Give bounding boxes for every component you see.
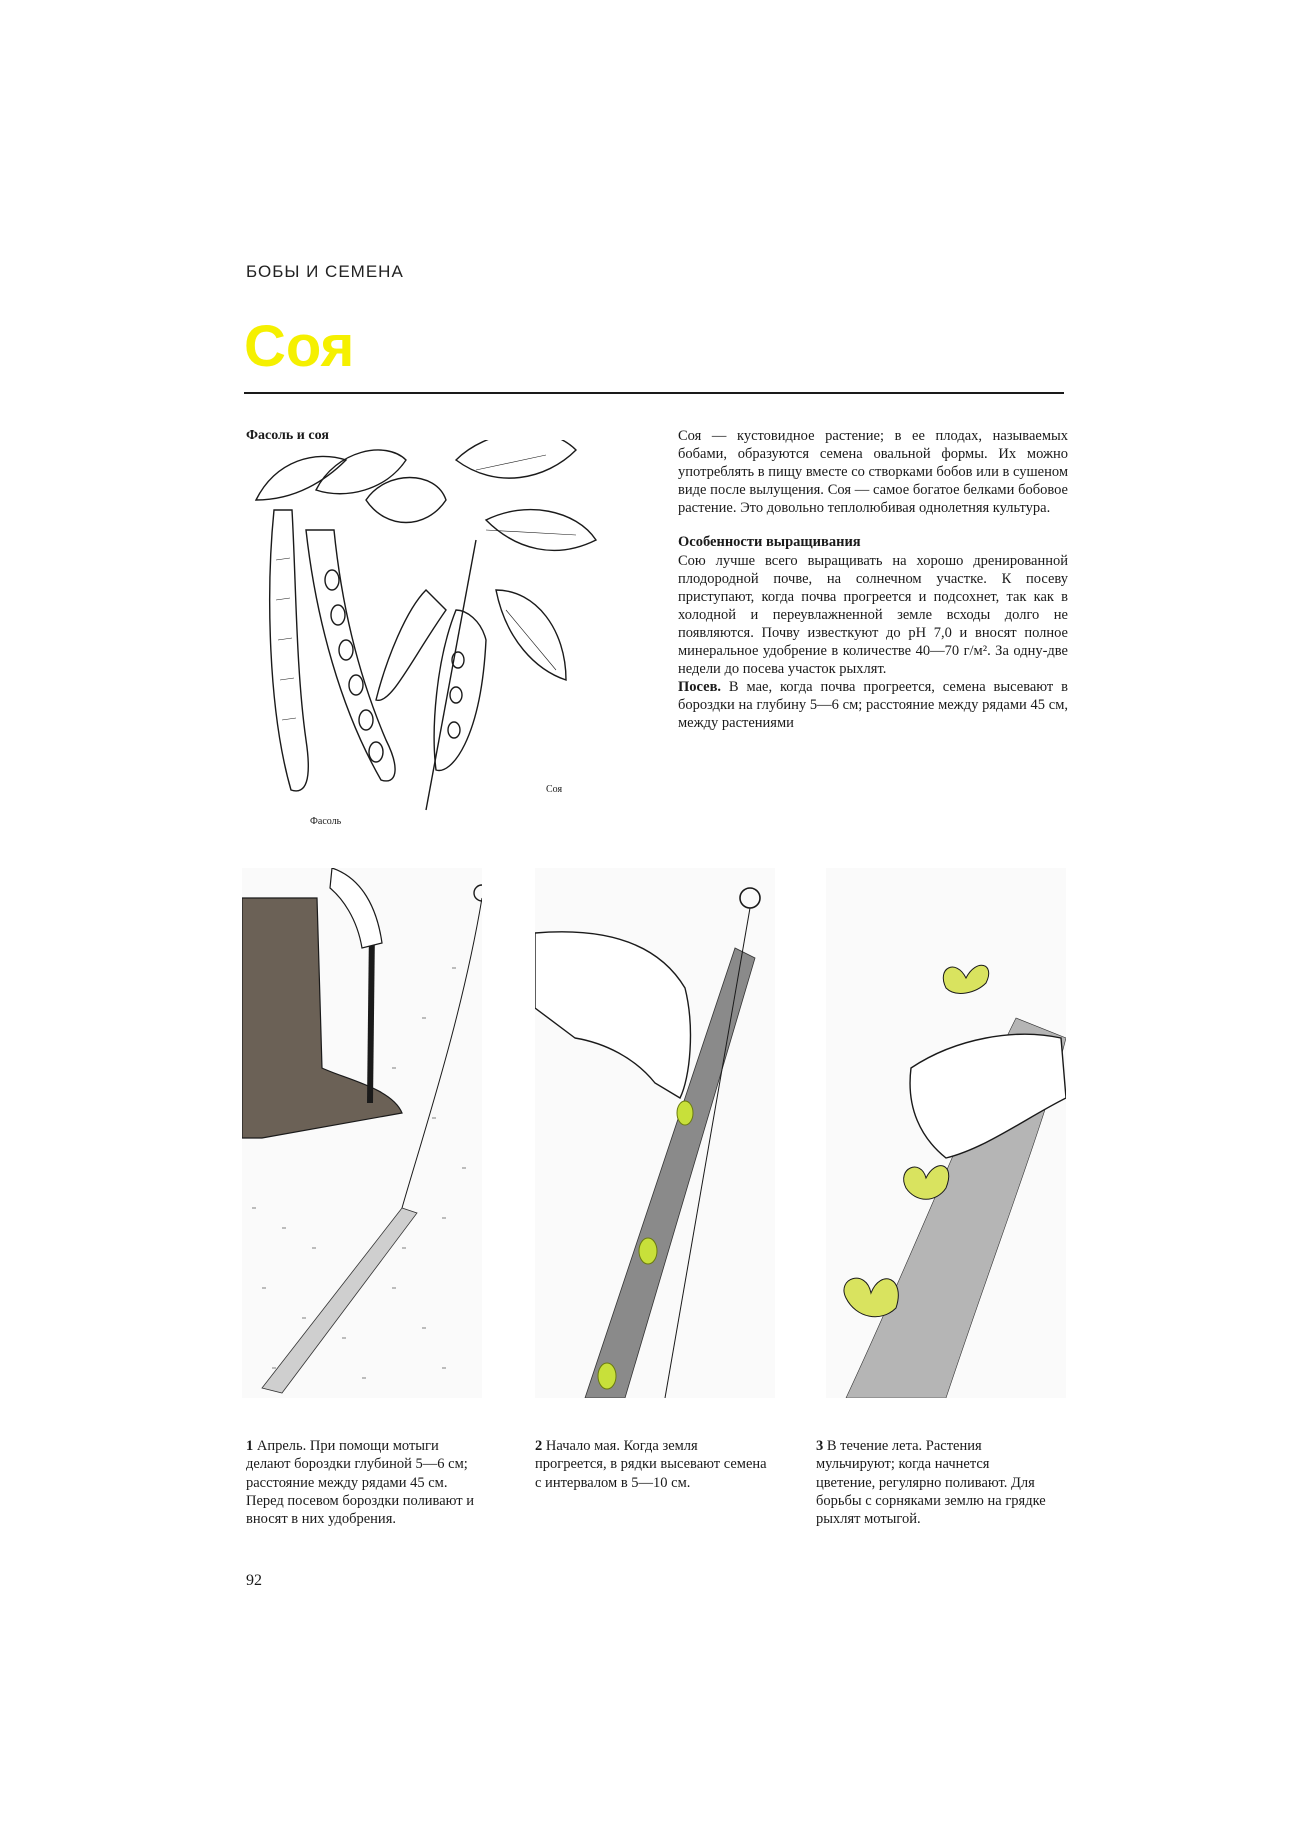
soy-leaf: [456, 440, 576, 478]
growing-heading: Особенности выращивания: [678, 534, 861, 551]
page-number: 92: [246, 1572, 262, 1589]
sowing-paragraph: [678, 678, 1068, 732]
bean-pod-open: [306, 530, 395, 781]
step-3-text: В течение лета. Растения мульчируют; когда начнется цветение, регулярно поливают. Для борьбы с сорняками землю на грядке рыхлят мотыгой.: [816, 1438, 1046, 1528]
growing-paragraph: Сою лучше всего выращивать на хорошо дренированной плодородной почве, на солнечном участке. К посеву приступают, когда почва прогреется и подсохнет, так как в холодной и переувлажненной земле всходы долго не появляются. Почву известкуют до pH 7,0 и вносят полное минеральное удобрение в количестве 40—70 г/м². За одну-две недели до посева участок рыхлят.: [678, 552, 1068, 678]
step-3-number: 3: [816, 1438, 824, 1454]
step-2-text: Начало мая. Когда земля прогреется, в рядки высевают семена с интервалом в 5—10 см.: [535, 1438, 767, 1491]
step-2-illustration: [535, 868, 775, 1398]
sowing-text: В мае, когда почва прогреется, семена высевают в бороздки на глубину 5—6 см; расстояние между рядами 45 см, между растениями: [678, 679, 1068, 732]
soy-seeds: [448, 652, 464, 738]
step-2-caption: [535, 1437, 767, 1492]
sowing-label: Посев.: [678, 679, 722, 696]
step-1-number: 1: [246, 1438, 254, 1454]
bean-label: Фасоль: [310, 816, 342, 826]
soy-pod: [376, 590, 446, 700]
figure-caption: Фасоль и соя: [246, 428, 329, 443]
body-text: [678, 427, 1068, 733]
bean-soy-illustration: [246, 440, 626, 826]
intro-paragraph: Соя — кустовидное растение; в ее плодах, называемых бобами, образуются семена овальной формы. Их можно употреблять в пищу вместе со створками бобов или в сушеном виде после вылущения. Соя — самое богатое белками бобовое растение. Это довольно теплолюбивая однолетняя культура.: [678, 428, 1068, 517]
seed: [677, 1101, 693, 1125]
soy-label: Соя: [546, 784, 563, 795]
page-title: Соя: [244, 314, 355, 379]
seed: [639, 1238, 657, 1264]
bean-pod: [270, 510, 309, 791]
step-1-caption: [246, 1437, 478, 1528]
step-1-illustration: [242, 868, 482, 1398]
step-2-number: 2: [535, 1438, 543, 1454]
step-1-text: Апрель. При помощи мотыги делают бороздки глубиной 5—6 см; расстояние между рядами 45 см. Перед посевом бороздки поливают и вносят в них удобрения.: [246, 1438, 475, 1528]
section-label: БОБЫ И СЕМЕНА: [246, 262, 404, 281]
step-3-caption: [816, 1437, 1048, 1528]
soy-stem: [426, 540, 476, 810]
seed: [598, 1363, 616, 1389]
title-rule: [244, 392, 1064, 394]
hoe-handle: [370, 928, 372, 1103]
soy-leaf: [486, 510, 596, 551]
soy-leaf: [496, 590, 566, 680]
step-3-illustration: [826, 868, 1066, 1398]
